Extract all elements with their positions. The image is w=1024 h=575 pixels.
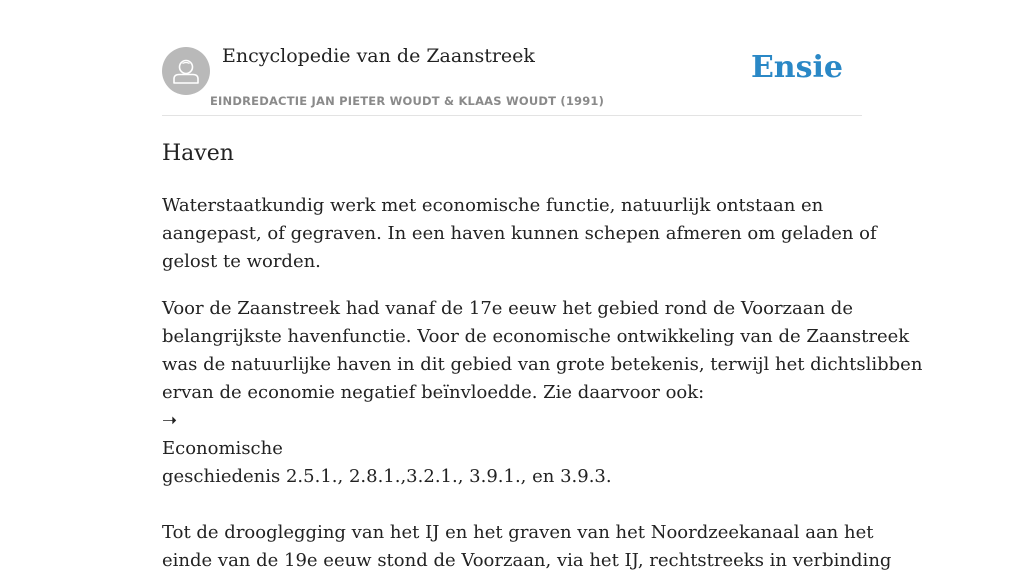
paragraph-line: Waterstaatkundig werk met economische functie, natuurlijk ontstaan en <box>162 195 824 216</box>
paragraph-1 <box>162 192 877 276</box>
paragraph-line: geschiedenis 2.5.1., 2.8.1.,3.2.1., 3.9.1., en 3.9.3. <box>162 466 612 487</box>
paragraph-line: einde van de 19e eeuw stond de Voorzaan, via het IJ, rechtstreeks in verbinding <box>162 550 892 571</box>
paragraph-line: gelost te worden. <box>162 251 321 272</box>
paragraph-2 <box>162 295 923 491</box>
user-avatar-icon[interactable] <box>162 47 210 95</box>
paragraph-3 <box>162 519 892 575</box>
paragraph-line: Tot de drooglegging van het IJ en het graven van het Noordzeekanaal aan het <box>162 522 874 543</box>
book-title-link[interactable]: Encyclopedie van de Zaanstreek <box>222 45 535 67</box>
paragraph-line: was de natuurlijke haven in dit gebied van grote betekenis, terwijl het dichtslibben <box>162 354 923 375</box>
article-content <box>162 138 923 575</box>
book-editors: EINDREDACTIE JAN PIETER WOUDT & KLAAS WOUDT (1991) <box>210 94 605 108</box>
cross-reference-link[interactable]: Economische <box>162 438 283 459</box>
paragraph-line: belangrijkste havenfunctie. Voor de economische ontwikkeling van de Zaanstreek <box>162 326 910 347</box>
paragraph-text: ervan de economie negatief beïnvloedde. Zie daarvoor ook: <box>162 382 705 403</box>
paragraph-line: Voor de Zaanstreek had vanaf de 17e eeuw het gebied rond de Voorzaan de <box>162 298 853 319</box>
paragraph-line: aangepast, of gegraven. In een haven kunnen schepen afmeren om geladen of <box>162 223 877 244</box>
ensie-logo[interactable]: Ensie <box>750 50 843 85</box>
paragraph-line <box>162 379 862 463</box>
entry-title: Haven <box>162 141 234 166</box>
book-header <box>162 0 862 116</box>
cross-reference-arrow-icon[interactable]: ➝ <box>162 410 178 431</box>
